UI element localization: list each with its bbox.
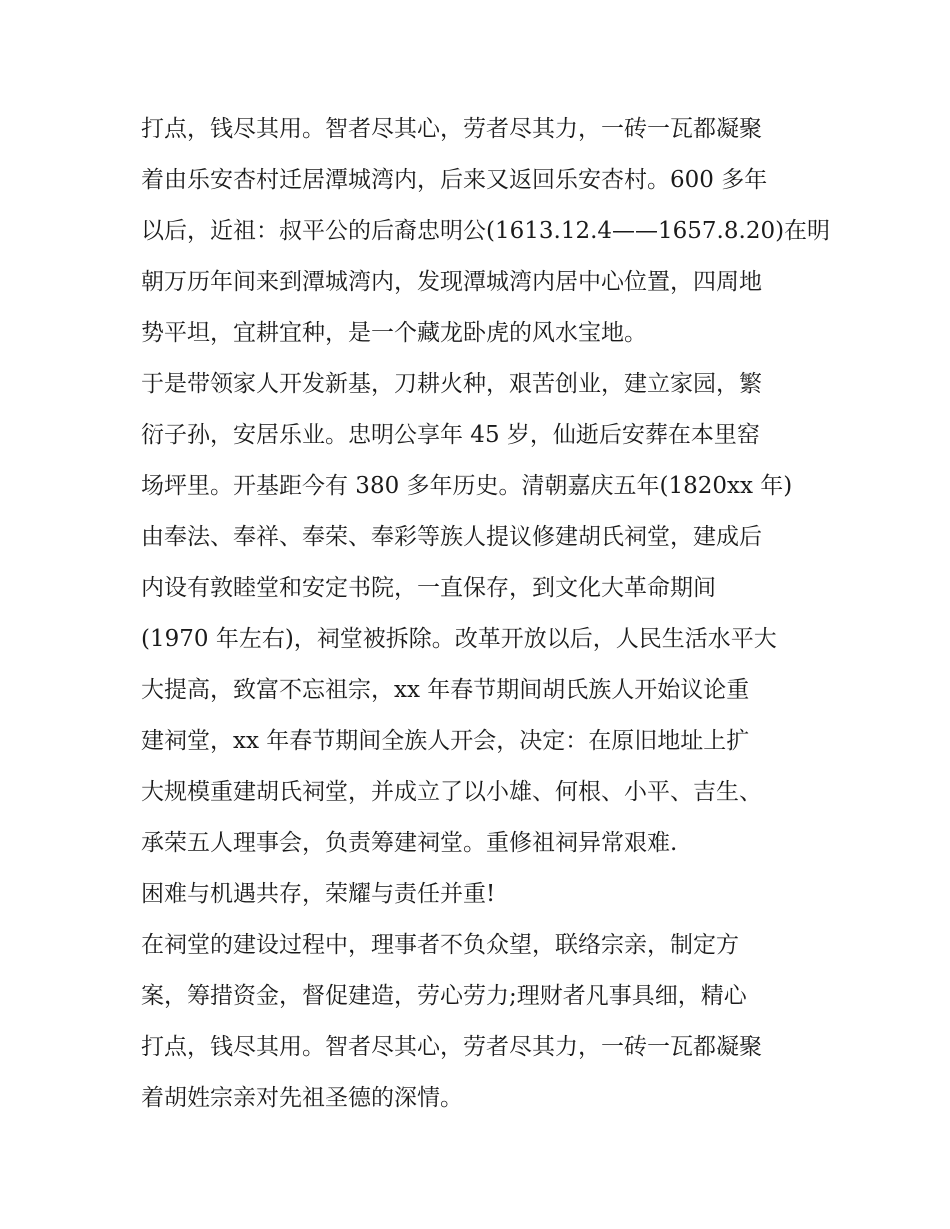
text-line: 建祠堂，xx 年春节期间全族人开会，决定：在原旧地址上扩 bbox=[141, 728, 750, 754]
text-line: 案，筹措资金，督促建造，劳心劳力;理财者凡事具细，精心 bbox=[141, 983, 747, 1009]
text-line: 衍子孙，安居乐业。忠明公享年 45 岁，仙逝后安葬在本里窑 bbox=[141, 422, 760, 448]
text-line: 场坪里。开基距今有 380 多年历史。清朝嘉庆五年(1820xx 年) bbox=[141, 473, 793, 499]
text-line: 大提高，致富不忘祖宗，xx 年春节期间胡氏族人开始议论重 bbox=[141, 677, 750, 703]
text-line: 于是带领家人开发新基，刀耕火种，艰苦创业，建立家园，繁 bbox=[141, 371, 762, 397]
text-line: 打点，钱尽其用。智者尽其心，劳者尽其力，一砖一瓦都凝聚 bbox=[141, 1034, 762, 1060]
text-line: 大规模重建胡氏祠堂，并成立了以小雄、何根、小平、吉生、 bbox=[141, 779, 762, 805]
document-body bbox=[141, 104, 831, 1124]
text-line: 在祠堂的建设过程中，理事者不负众望，联络宗亲，制定方 bbox=[141, 932, 739, 958]
text-line: 势平坦，宜耕宜种，是一个藏龙卧虎的风水宝地。 bbox=[141, 320, 647, 346]
text-line: 由奉法、奉祥、奉荣、奉彩等族人提议修建胡氏祠堂，建成后 bbox=[141, 524, 762, 550]
text-line: 以后，近祖：叔平公的后裔忠明公(1613.12.4——1657.8.20)在明 bbox=[141, 218, 831, 244]
text-line: 着由乐安杏村迁居潭城湾内，后来又返回乐安杏村。600 多年 bbox=[141, 167, 768, 193]
text-line: 承荣五人理事会，负责筹建祠堂。重修祖祠异常艰难. bbox=[141, 830, 678, 856]
text-line: 朝万历年间来到潭城湾内，发现潭城湾内居中心位置，四周地 bbox=[141, 269, 762, 295]
text-line: 打点，钱尽其用。智者尽其心，劳者尽其力，一砖一瓦都凝聚 bbox=[141, 116, 762, 142]
text-line: 着胡姓宗亲对先祖圣德的深情。 bbox=[141, 1085, 463, 1111]
text-line: 内设有敦睦堂和安定书院，一直保存，到文化大革命期间 bbox=[141, 575, 716, 601]
text-line: 困难与机遇共存，荣耀与责任并重! bbox=[141, 881, 496, 907]
text-line: (1970 年左右)，祠堂被拆除。改革开放以后，人民生活水平大 bbox=[141, 626, 777, 652]
